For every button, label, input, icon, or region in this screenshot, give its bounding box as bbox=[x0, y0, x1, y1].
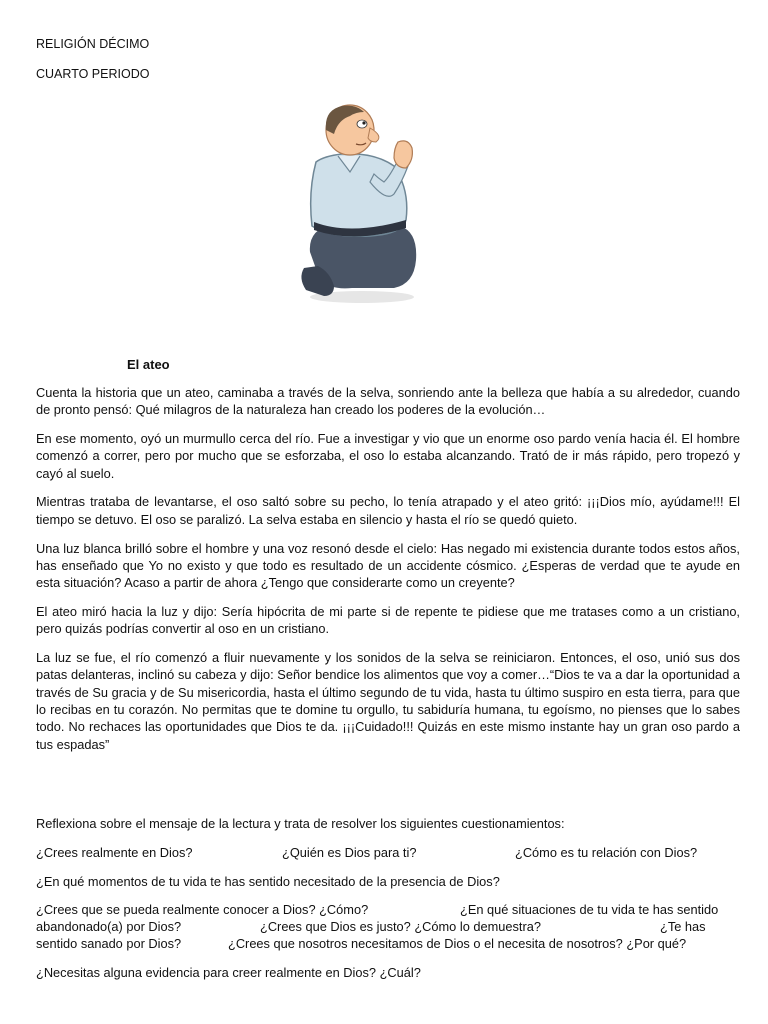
praying-man-kneeling-illustration-icon bbox=[290, 102, 440, 307]
story-paragraph: Mientras trataba de levantarse, el oso saltó sobre su pecho, lo tenía atrapado y el ateo gritó: ¡¡¡Dios mío, ayúdame!!! El tiempo se detuvo. El oso se paralizó. La selva estaba en silencio y hasta el río se quedó quieto. bbox=[36, 494, 740, 527]
question-who-is-god: ¿Quién es Dios para ti? bbox=[282, 844, 417, 860]
question-evidence: ¿Necesitas alguna evidencia para creer realmente en Dios? ¿Cuál? bbox=[36, 965, 421, 981]
question-block bbox=[36, 901, 740, 953]
question-healed: sentido sanado por Dios? bbox=[36, 936, 182, 952]
question-know-god: ¿Crees que se pueda realmente conocer a Dios? ¿Cómo? bbox=[36, 902, 369, 918]
story-paragraph: El ateo miró hacia la luz y dijo: Sería hipócrita de mi parte si de repente te pidiese que me tratases como a un cristiano, pero quizás podrías convertir al oso en un cristiano. bbox=[36, 603, 740, 637]
story-paragraph: La luz se fue, el río comenzó a fluir nuevamente y los sonidos de la selva se reiniciaron. Entonces, el oso, unió sus dos patas delanteras, inclinó su cabeza y dijo: Señor bendice los alimentos que voy a comer…“Dios te va a dar la oportunidad a través de Su gracia y de Su misericordia, hasta el último segundo de tu vida, hasta tu último suspiro en esta tierra, para que lo recibas en tu corazón. No permitas que te domine tu orgullo, tu sabiduría humana, tu egoísmo, no pienses que lo sabes todo. No rechaces las oportunidades que Dios te da. ¡¡¡Cuidado!!! Quizás en este mismo instante hay un gran oso pardo a tus espadas” bbox=[36, 650, 740, 752]
question-situations: ¿En qué situaciones de tu vida te has sentido bbox=[460, 902, 719, 918]
header-period: CUARTO PERIODO bbox=[36, 67, 150, 81]
story-body bbox=[36, 384, 740, 764]
question-healed-start: ¿Te has bbox=[660, 919, 706, 935]
question-abandoned: abandonado(a) por Dios? bbox=[36, 919, 182, 935]
story-paragraph: Una luz blanca brilló sobre el hombre y una voz resonó desde el cielo: Has negado mi existencia durante todos estos años, has enseñado que Yo no existo y que todo es resultado de un accidente cósmico. ¿Esperas de verdad que te ayude en esta situación? Acaso a partir de ahora ¿Tengo que considerarte como un creyente? bbox=[36, 540, 740, 591]
reflection-section bbox=[36, 815, 740, 993]
question-relationship: ¿Cómo es tu relación con Dios? bbox=[515, 844, 698, 860]
story-paragraph: Cuenta la historia que un ateo, caminaba a través de la selva, sonriendo ante la belleza que había a su alrededor, cuando de pronto pensó: Qué milagros de la naturaleza han creado los poderes de la evolución… bbox=[36, 385, 740, 418]
question-need-god: ¿Crees que nosotros necesitamos de Dios o el necesita de nosotros? ¿Por qué? bbox=[228, 936, 687, 952]
question-god-just: ¿Crees que Dios es justo? ¿Cómo lo demuestra? bbox=[260, 919, 541, 935]
story-title: El ateo bbox=[127, 357, 170, 372]
story-paragraph: En ese momento, oyó un murmullo cerca del río. Fue a investigar y vio que un enorme oso pardo venía hacia él. El hombre comenzó a correr, pero por mucho que se esforzaba, el oso lo estaba alcanzando. Trató de ir más rápido, pero tropezó y cayó al suelo. bbox=[36, 431, 740, 481]
question-believe: ¿Crees realmente en Dios? bbox=[36, 844, 193, 860]
question-row bbox=[36, 844, 740, 861]
reflection-intro: Reflexiona sobre el mensaje de la lectura y trata de resolver los siguientes cuestionamientos: bbox=[36, 816, 565, 831]
header-subject: RELIGIÓN DÉCIMO bbox=[36, 37, 150, 51]
question-moments: ¿En qué momentos de tu vida te has sentido necesitado de la presencia de Dios? bbox=[36, 873, 500, 889]
